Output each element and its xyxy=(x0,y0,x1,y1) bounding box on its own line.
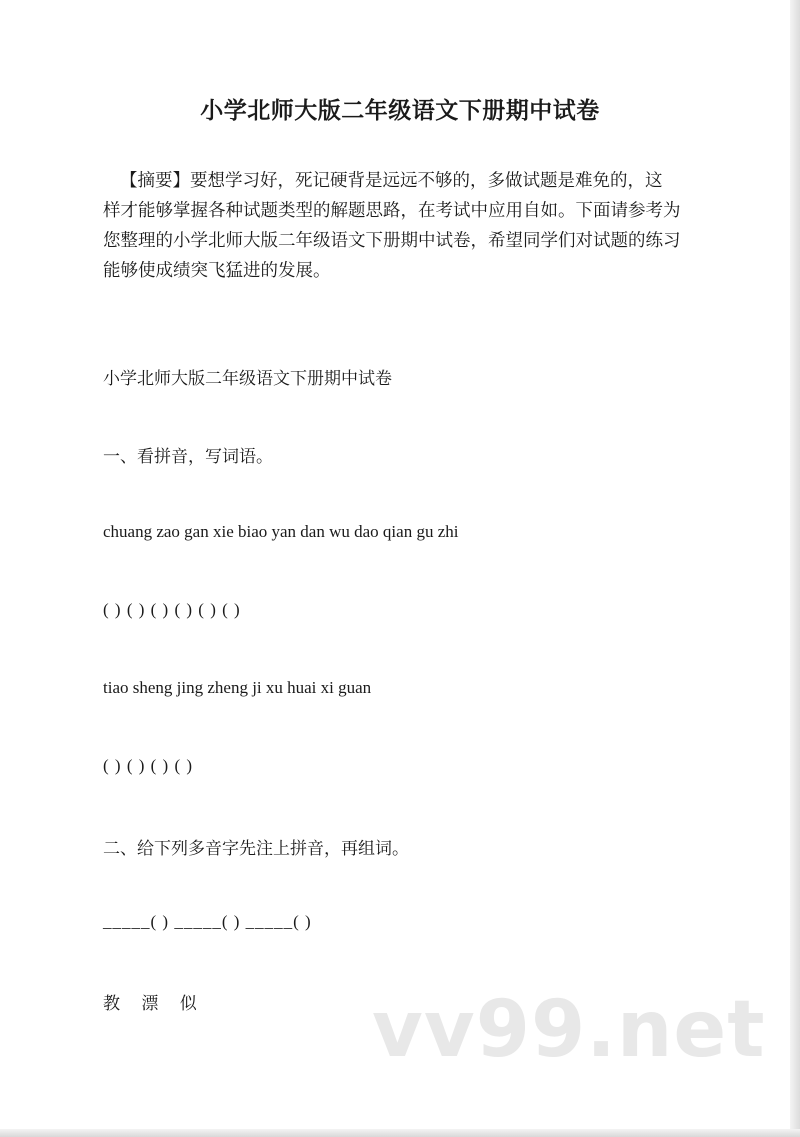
section-1-heading: 一、看拼音，写词语。 xyxy=(103,447,273,467)
polyphone-characters: 教 漂 似 xyxy=(103,994,205,1014)
pinyin-line-2: tiao sheng jing zheng ji xu huai xi guan xyxy=(103,678,372,697)
pinyin-line-1: chuang zao gan xie biao yan dan wu dao qian gu zhi xyxy=(103,522,459,541)
answer-blanks-2: ( ) ( ) ( ) ( ) xyxy=(103,756,194,775)
abstract-line: 您整理的小学北师大版二年级语文下册期中试卷，希望同学们对试题的练习 xyxy=(103,231,681,251)
document-title: 小学北师大版二年级语文下册期中试卷 xyxy=(200,98,600,124)
abstract-line: 样才能够掌握各种试题类型的解题思路，在考试中应用自如。下面请参考为 xyxy=(103,201,681,221)
watermark: vv99.net xyxy=(372,985,766,1075)
exam-subtitle: 小学北师大版二年级语文下册期中试卷 xyxy=(103,369,392,389)
page-edge-shadow xyxy=(790,0,800,1137)
page-bottom-shadow xyxy=(0,1129,800,1137)
abstract-line: 能够使成绩突飞猛进的发展。 xyxy=(103,261,331,281)
abstract-paragraph xyxy=(103,166,703,286)
answer-blanks-1: ( ) ( ) ( ) ( ) ( ) ( ) xyxy=(103,600,241,619)
section-2-heading: 二、给下列多音字先注上拼音，再组词。 xyxy=(103,839,409,859)
abstract-line: 【摘要】要想学习好，死记硬背是远远不够的，多做试题是难免的，这 xyxy=(120,171,663,191)
polyphone-blanks: _____( ) _____( ) _____( ) xyxy=(103,912,312,931)
